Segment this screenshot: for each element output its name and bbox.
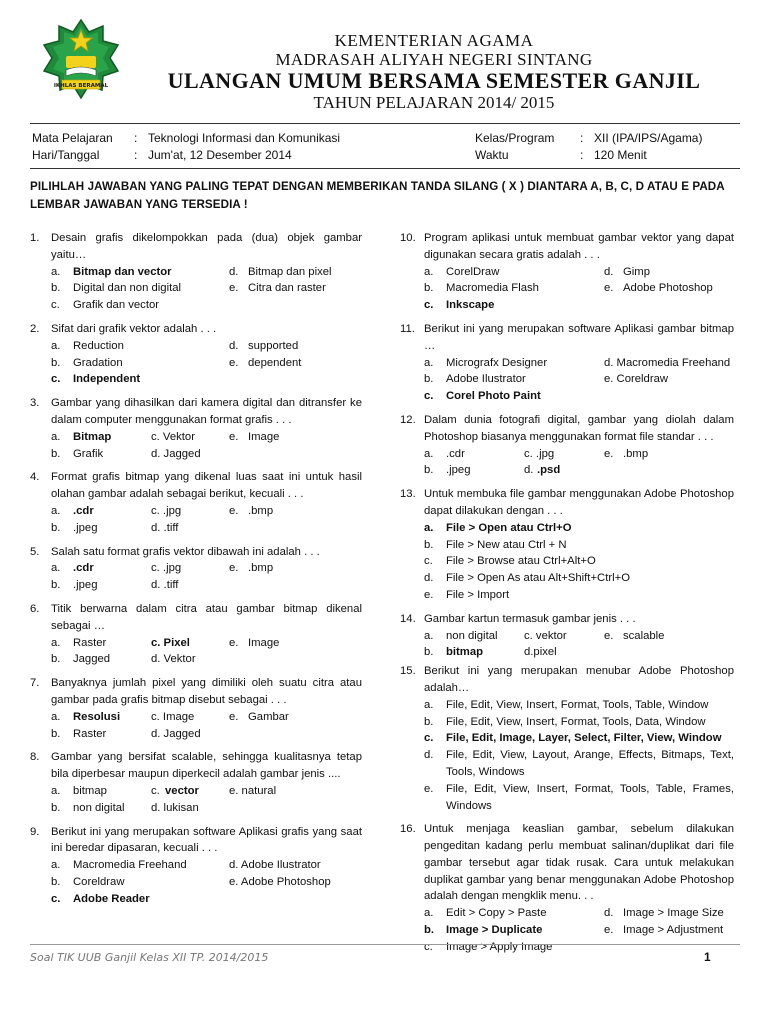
option-b: Macromedia Flash [446, 282, 539, 295]
option-letter: d. [424, 572, 434, 585]
option-d-prefix: d. [524, 464, 534, 477]
option-letter: b. [51, 727, 61, 740]
option-letter: c. [424, 299, 434, 312]
option-a: Resolusi [73, 710, 121, 723]
option-d: d.pixel [524, 646, 557, 659]
question-number: 16. [400, 823, 416, 836]
option-letter: a. [51, 430, 61, 443]
option-a: File > Open atau Ctrl+O [446, 521, 572, 534]
option-letter: b. [424, 464, 434, 477]
question-16 [400, 821, 734, 955]
question-number: 7. [30, 677, 40, 690]
question-text: Berikut ini yang merupakan software Aplikasi grafis yang saat ini beredar dipasaran, kecuali . . . [51, 825, 362, 855]
option-c: Image > Apply Image [446, 940, 553, 953]
question-text: Gambar kartun termasuk gambar jenis . . . [424, 612, 636, 625]
question-12 [400, 412, 734, 479]
option-letter: a. [51, 710, 61, 723]
option-e: .bmp [623, 447, 649, 460]
option-letter: b. [51, 521, 61, 534]
ministry-name: KEMENTERIAN AGAMA [334, 31, 534, 50]
option-c: Adobe Reader [73, 892, 150, 905]
question-11 [400, 321, 734, 405]
option-letter: c. [424, 390, 434, 403]
option-a: Edit > Copy > Paste [446, 907, 547, 920]
question-8 [30, 749, 362, 816]
question-number: 11. [400, 322, 415, 335]
question-9 [30, 824, 362, 908]
option-d: Image > Image Size [623, 907, 724, 920]
option-letter: b. [424, 538, 434, 551]
question-15 [400, 663, 734, 814]
option-letter: a. [51, 562, 61, 575]
subject-colon: : [134, 131, 138, 145]
question-2 [30, 321, 362, 388]
option-d: Bitmap dan pixel [248, 265, 332, 278]
question-text: Dalam dunia fotografi digital, gambar yang diolah dalam Photoshop biasanya menggunakan format file standar . . . [424, 413, 734, 443]
option-letter: a. [424, 629, 434, 642]
question-6 [30, 601, 362, 668]
option-e: Image > Adjustment [623, 924, 724, 937]
option-c: c. .jpg [151, 562, 182, 575]
option-e: scalable [623, 629, 665, 642]
date-colon: : [134, 148, 138, 162]
option-e: .bmp [248, 562, 274, 575]
question-number: 15. [400, 665, 416, 678]
option-d: Gimp [623, 265, 650, 278]
option-letter: e. [229, 636, 239, 649]
option-letter: a. [51, 265, 61, 278]
option-a: CorelDraw [446, 265, 500, 278]
question-number: 3. [30, 397, 40, 410]
option-letter: a. [424, 698, 434, 711]
option-letter: b. [51, 282, 61, 295]
option-letter: d. [229, 265, 239, 278]
option-c: File > Browse atau Ctrl+Alt+O [446, 555, 596, 568]
option-letter: d. [424, 749, 434, 762]
footer-divider [30, 944, 740, 945]
option-letter: e. [424, 782, 434, 795]
question-text: Sifat dari grafik vektor adalah . . . [51, 322, 217, 335]
option-letter: a. [424, 356, 434, 369]
question-number: 10. [400, 232, 416, 244]
question-text: Program aplikasi untuk membuat gambar vektor yang dapat digunakan secara gratis adalah . . . [424, 232, 734, 261]
question-text: Salah satu format grafis vektor dibawah ini adalah . . . [51, 545, 320, 558]
option-letter: b. [51, 447, 61, 460]
option-e: e. natural [229, 784, 277, 797]
class-value: XII (IPA/IPS/Agama) [594, 131, 703, 145]
option-letter: e. [229, 430, 239, 443]
question-1 [30, 230, 362, 314]
header-divider-top [30, 123, 740, 124]
question-text: Format grafis bitmap yang dikenal luas saat ini untuk hasil olahan gambar adalah sebagai berikut, kecuali . . . [51, 471, 362, 501]
right-column [400, 230, 734, 963]
option-a: .cdr [73, 504, 94, 517]
option-c: File, Edit, Image, Layer, Select, Filter, View, Window [446, 732, 722, 745]
class-label: Kelas/Program [475, 131, 555, 145]
question-text: Untuk membuka file gambar menggunakan Adobe Photoshop dapat dilakukan dengan . . . [424, 488, 734, 517]
question-13 [400, 486, 734, 604]
option-c: c. Image [151, 710, 195, 723]
option-d: d. Macromedia Freehand [604, 356, 731, 369]
option-b: .jpeg [446, 464, 471, 477]
option-letter: c. [424, 940, 433, 953]
option-d: File, Edit, View, Layout, Arange, Effects, Bitmaps, Text, Tools, Windows [446, 749, 734, 778]
option-a: File, Edit, View, Insert, Format, Tools, Table, Window [446, 698, 709, 711]
option-b: Jagged [73, 653, 111, 666]
option-c: Corel Photo Paint [446, 390, 541, 403]
question-number: 1. [30, 232, 40, 244]
question-number: 2. [30, 322, 40, 335]
question-14 [400, 611, 734, 661]
option-c: c. Pixel [151, 636, 190, 649]
option-letter: e. [604, 282, 614, 295]
question-number: 8. [30, 751, 40, 764]
option-b: Raster [73, 727, 107, 740]
option-letter: d. [604, 265, 614, 278]
option-b: Coreldraw [73, 875, 125, 888]
option-a: .cdr [446, 447, 465, 460]
option-d: d. lukisan [151, 801, 199, 814]
date-label: Hari/Tanggal [32, 148, 100, 162]
option-b: .jpeg [73, 579, 98, 592]
question-4 [30, 469, 362, 536]
option-e: .bmp [248, 504, 274, 517]
option-a: .cdr [73, 562, 94, 575]
option-letter: b. [424, 924, 435, 937]
subject-value: Teknologi Informasi dan Komunikasi [148, 131, 341, 145]
question-text: Gambar yang bersifat scalable, sehingga kualitasnya tetap bila diperbesar maupun diperkecil adalah gambar jenis .... [51, 751, 362, 781]
option-c: vector [165, 784, 199, 797]
option-letter: b. [424, 373, 434, 386]
option-d: d. Jagged [151, 727, 201, 740]
question-text: Untuk menjaga keaslian gambar, sebelum dilakukan pengeditan kadang perlu membuat salinan/duplikat dari file gambar tersebut agar tidak rusak. Cara untuk melakukan duplikat gambar yang benar menggunakan Adobe Photoshop adalah dengan mengklik menu. . . [424, 823, 734, 903]
option-e: Adobe Photoshop [623, 282, 713, 295]
time-value: 120 Menit [594, 148, 647, 162]
option-letter: c. [51, 299, 60, 312]
option-b: Image > Duplicate [446, 924, 543, 937]
option-c: Inkscape [446, 299, 495, 312]
date-value: Jum'at, 12 Desember 2014 [148, 148, 292, 162]
option-d: File > Open As atau Alt+Shift+Ctrl+O [446, 572, 630, 585]
question-number: 12. [400, 413, 416, 426]
exam-title: ULANGAN UMUM BERSAMA SEMESTER GANJIL [167, 68, 701, 93]
option-letter: e. [229, 710, 239, 723]
class-colon: : [580, 131, 584, 145]
question-number: 6. [30, 602, 40, 615]
option-letter: e. [604, 629, 614, 642]
option-a: non digital [446, 629, 498, 642]
option-a: Raster [73, 636, 107, 649]
option-b: non digital [73, 801, 125, 814]
option-letter: b. [424, 646, 434, 659]
option-d: d. Jagged [151, 447, 201, 460]
option-e: e. Coreldraw [604, 373, 669, 386]
option-b: Grafik [73, 447, 104, 460]
option-letter: a. [424, 521, 434, 534]
question-3 [30, 395, 362, 462]
footer-text: Soal TIK UUB Ganjil Kelas XII TP. 2014/2015 [30, 951, 269, 964]
question-number: 13. [400, 488, 416, 501]
option-b: Adobe Ilustrator [446, 373, 526, 386]
option-letter: d. [604, 907, 614, 920]
option-e: Image [248, 430, 280, 443]
option-e: Citra dan raster [248, 282, 326, 295]
option-letter: b. [424, 715, 434, 728]
question-text: Desain grafis dikelompokkan pada (dua) objek gambar yaitu… [51, 232, 362, 261]
option-a: Micrografx Designer [446, 356, 548, 369]
option-a: Bitmap dan vector [73, 265, 172, 278]
question-text: Titik berwarna dalam citra atau gambar bitmap dikenal sebagai … [51, 602, 362, 632]
school-name: MADRASAH ALIYAH NEGERI SINTANG [275, 50, 593, 69]
option-letter: c. [51, 373, 61, 386]
option-c-prefix: c. [151, 784, 160, 797]
option-e: Image [248, 636, 280, 649]
exam-header [0, 0, 768, 122]
option-c: c. Vektor [151, 430, 195, 443]
option-c: c. vektor [524, 629, 567, 642]
instruction-text: PILIHLAH JAWABAN YANG PALING TEPAT DENGAN MEMBERIKAN TANDA SILANG ( X ) DIANTARA A, B, C, D ATAU E PADA LEMBAR JAWABAN YANG TERSEDIA ! [30, 180, 725, 211]
option-letter: e. [424, 588, 434, 601]
option-d: d. Vektor [151, 653, 196, 666]
option-letter: c. [51, 892, 61, 905]
option-b: bitmap [446, 646, 484, 659]
option-letter: c. [424, 732, 434, 745]
option-e: File > Import [446, 588, 510, 601]
option-a: Macromedia Freehand [73, 859, 187, 872]
logo-motto: IKHLAS BERAMAL [53, 83, 109, 89]
question-number: 14. [400, 612, 416, 625]
option-b: File > New atau Ctrl + N [446, 538, 567, 551]
option-c: Grafik dan vector [73, 299, 160, 312]
question-text: Gambar yang dihasilkan dari kamera digital dan ditransfer ke dalam computer menggunakan format grafis . . . [51, 397, 362, 426]
option-letter: b. [51, 653, 61, 666]
option-d: .psd [537, 464, 561, 477]
info-divider [30, 168, 740, 169]
question-text: Berikut ini yang merupakan software Aplikasi gambar bitmap … [424, 322, 734, 352]
option-letter: a. [424, 265, 434, 278]
page-number: 1 [704, 950, 711, 964]
option-c: Independent [73, 373, 141, 386]
option-letter: e. [229, 356, 239, 369]
option-letter: b. [51, 579, 61, 592]
option-letter: e. [229, 282, 239, 295]
option-letter: d. [229, 339, 239, 352]
question-text: Berikut ini yang merupakan menubar Adobe Photoshop adalah… [424, 665, 734, 694]
option-letter: b. [424, 282, 434, 295]
option-b: .jpeg [73, 521, 98, 534]
time-colon: : [580, 148, 584, 162]
option-e: File, Edit, View, Insert, Format, Tools, Table, Frames, Windows [446, 782, 734, 812]
option-letter: a. [424, 907, 434, 920]
option-letter: a. [424, 447, 434, 460]
option-letter: a. [51, 859, 61, 872]
question-5 [30, 544, 362, 594]
option-a: bitmap [73, 784, 107, 797]
option-e: dependent [248, 356, 302, 369]
option-letter: a. [51, 784, 61, 797]
option-d: d. Adobe Ilustrator [229, 859, 321, 872]
option-e: e. Adobe Photoshop [229, 875, 331, 888]
option-a: Reduction [73, 339, 124, 352]
question-10 [400, 230, 734, 314]
option-b: Gradation [73, 356, 123, 369]
option-letter: e. [229, 504, 239, 517]
option-letter: a. [51, 504, 61, 517]
option-letter: e. [229, 562, 239, 575]
time-label: Waktu [475, 148, 509, 162]
option-letter: a. [51, 636, 61, 649]
question-number: 5. [30, 545, 40, 558]
option-letter: b. [51, 875, 61, 888]
option-letter: e. [604, 924, 614, 937]
question-number: 4. [30, 471, 40, 484]
question-number: 9. [30, 825, 40, 838]
option-letter: c. [424, 555, 433, 568]
option-d: supported [248, 339, 299, 352]
option-letter: b. [51, 356, 61, 369]
subject-label: Mata Pelajaran [32, 131, 113, 145]
option-letter: e. [604, 447, 614, 460]
option-b: File, Edit, View, Insert, Format, Tools, Data, Window [446, 715, 706, 728]
option-c: c. .jpg [151, 504, 182, 517]
option-e: Gambar [248, 710, 289, 723]
question-text: Banyaknya jumlah pixel yang dimiliki oleh suatu citra atau gambar pada grafis bitmap disebut sebagai . . . [51, 677, 362, 706]
option-b: Digital dan non digital [73, 282, 182, 295]
question-7 [30, 675, 362, 742]
option-d: d. .tiff [151, 521, 179, 534]
left-column [30, 230, 362, 914]
academic-year: TAHUN PELAJARAN 2014/ 2015 [313, 93, 555, 112]
option-a: Bitmap [73, 430, 112, 443]
option-letter: a. [51, 339, 61, 352]
option-c: c. .jpg [524, 447, 555, 460]
option-d: d. .tiff [151, 579, 179, 592]
option-letter: b. [51, 801, 61, 814]
